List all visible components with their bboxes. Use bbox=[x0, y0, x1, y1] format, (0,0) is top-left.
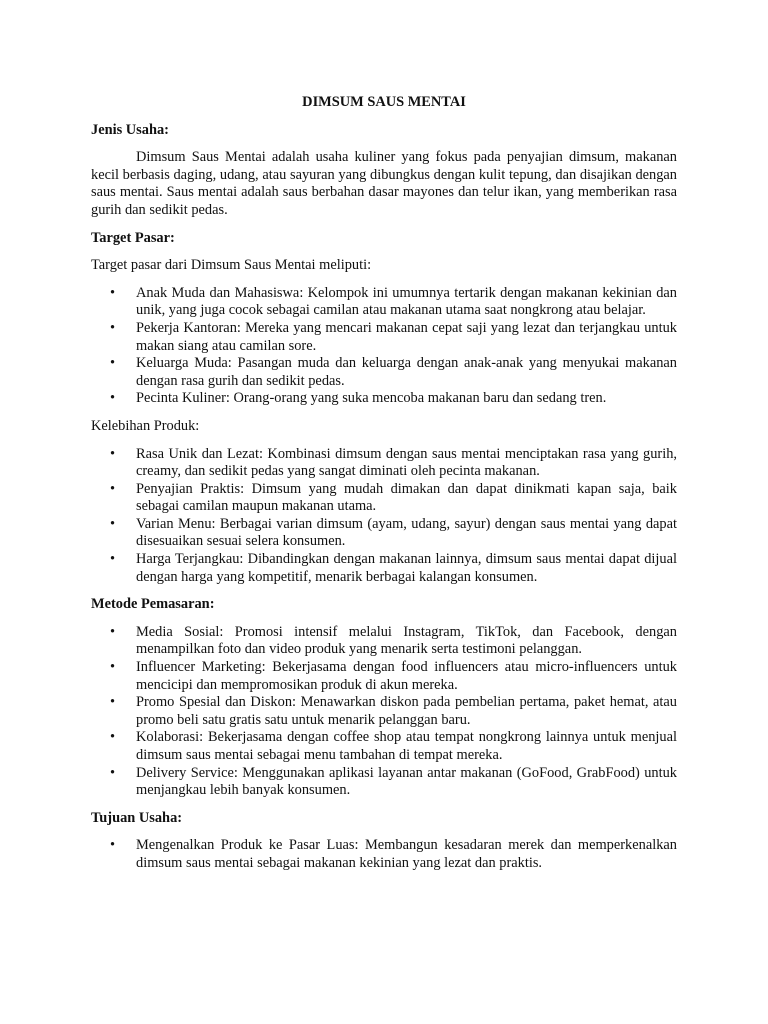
bullet-icon: • bbox=[110, 319, 116, 336]
list-item bbox=[91, 729, 677, 764]
bullet-icon: • bbox=[110, 837, 116, 854]
list-item bbox=[91, 285, 677, 320]
list-item-text: Harga Terjangkau: Dibandingkan dengan makanan lainnya, dimsum saus mentai dapat dijual dengan harga yang kompetitif, menarik berbagai kalangan konsumen. bbox=[136, 551, 677, 585]
bullet-icon: • bbox=[110, 764, 116, 781]
list-item bbox=[91, 765, 677, 800]
list-item-text: Keluarga Muda: Pasangan muda dan keluarga dengan anak-anak yang menyukai makanan dengan rasa gurih dan sedikit pedas. bbox=[136, 355, 677, 389]
bullet-icon: • bbox=[110, 445, 116, 462]
list-item bbox=[91, 390, 677, 408]
list-item-text: Media Sosial: Promosi intensif melalui Instagram, TikTok, dan Facebook, dengan menampilkan foto dan video produk yang menarik serta testimoni pelanggan. bbox=[136, 623, 677, 658]
bullet-icon: • bbox=[110, 659, 116, 676]
list-item bbox=[91, 837, 677, 872]
list-item bbox=[91, 446, 677, 481]
bullet-icon: • bbox=[110, 355, 116, 372]
list-metode-pemasaran bbox=[91, 624, 677, 800]
bullet-icon: • bbox=[110, 729, 116, 746]
list-item bbox=[91, 694, 677, 729]
list-item-text: Influencer Marketing: Bekerjasama dengan food influencers atau micro-influencers untuk mencicipi dan mempromosikan produk di akun mereka. bbox=[136, 659, 677, 693]
intro-target-pasar: Target pasar dari Dimsum Saus Mentai meliputi: bbox=[91, 257, 372, 274]
list-item-text: Penyajian Praktis: Dimsum yang mudah dimakan dan dapat dinikmati kapan saja, baik sebagai camilan maupun makanan utama. bbox=[136, 480, 677, 515]
heading-jenis-usaha: Jenis Usaha: bbox=[91, 121, 169, 138]
list-item bbox=[91, 516, 677, 551]
heading-target-pasar: Target Pasar: bbox=[91, 229, 175, 246]
list-item-text: Varian Menu: Berbagai varian dimsum (ayam, udang, sayur) dengan saus mentai yang dapat disesuaikan sesuai selera konsumen. bbox=[136, 515, 677, 550]
document-page bbox=[91, 94, 677, 883]
document-title: DIMSUM SAUS MENTAI bbox=[302, 94, 466, 110]
list-item-text: Delivery Service: Menggunakan aplikasi layanan antar makanan (GoFood, GrabFood) untuk menjangkau lebih banyak konsumen. bbox=[136, 764, 677, 799]
list-item-text: Anak Muda dan Mahasiswa: Kelompok ini umumnya tertarik dengan makanan kekinian dan unik, yang juga cocok sebagai camilan atau makanan utama saat nongkrong atau belajar. bbox=[136, 284, 677, 319]
list-item bbox=[91, 624, 677, 659]
list-item bbox=[91, 355, 677, 390]
bullet-icon: • bbox=[110, 623, 116, 640]
list-item bbox=[91, 659, 677, 694]
bullet-icon: • bbox=[110, 480, 116, 497]
list-item-text: Kolaborasi: Bekerjasama dengan coffee shop atau tempat nongkrong lainnya untuk menjual dimsum saus mentai sebagai menu tambahan di tempat mereka. bbox=[136, 729, 677, 763]
bullet-icon: • bbox=[110, 284, 116, 301]
list-item-text: Promo Spesial dan Diskon: Menawarkan diskon pada pembelian pertama, paket hemat, atau promo beli satu gratis satu untuk menarik pelanggan baru. bbox=[136, 694, 677, 728]
list-item-text: Rasa Unik dan Lezat: Kombinasi dimsum dengan saus mentai menciptakan rasa yang gurih, creamy, dan sedikit pedas yang sangat diminati oleh pecinta makanan. bbox=[136, 445, 677, 480]
list-item bbox=[91, 481, 677, 516]
list-item bbox=[91, 320, 677, 355]
paragraph-jenis-usaha: Dimsum Saus Mentai adalah usaha kuliner yang fokus pada penyajian dimsum, makanan kecil berbasis daging, udang, atau sayuran yang dibungkus dengan kulit tepung, dan disajikan dengan saus mentai. Saus mentai adalah saus berbahan dasar mayones dan telur ikan, yang memberikan rasa gurih dan sedikit pedas. bbox=[91, 149, 677, 218]
list-item-text: Pekerja Kantoran: Mereka yang mencari makanan cepat saji yang lezat dan terjangkau untuk makan siang atau camilan sore. bbox=[136, 319, 677, 354]
bullet-icon: • bbox=[110, 515, 116, 532]
heading-tujuan-usaha: Tujuan Usaha: bbox=[91, 809, 183, 826]
bullet-icon: • bbox=[110, 694, 116, 711]
list-target-pasar bbox=[91, 285, 677, 408]
heading-metode-pemasaran: Metode Pemasaran: bbox=[91, 596, 215, 613]
list-kelebihan-produk bbox=[91, 446, 677, 587]
list-tujuan-usaha bbox=[91, 837, 677, 872]
list-item-text: Mengenalkan Produk ke Pasar Luas: Membangun kesadaran merek dan memperkenalkan dimsum saus mentai sebagai makanan kekinian yang lezat dan praktis. bbox=[136, 837, 677, 871]
bullet-icon: • bbox=[110, 551, 116, 568]
list-item bbox=[91, 551, 677, 586]
bullet-icon: • bbox=[110, 390, 116, 407]
heading-kelebihan-produk: Kelebihan Produk: bbox=[91, 417, 200, 434]
list-item-text: Pecinta Kuliner: Orang-orang yang suka mencoba makanan baru dan sedang tren. bbox=[136, 390, 607, 407]
